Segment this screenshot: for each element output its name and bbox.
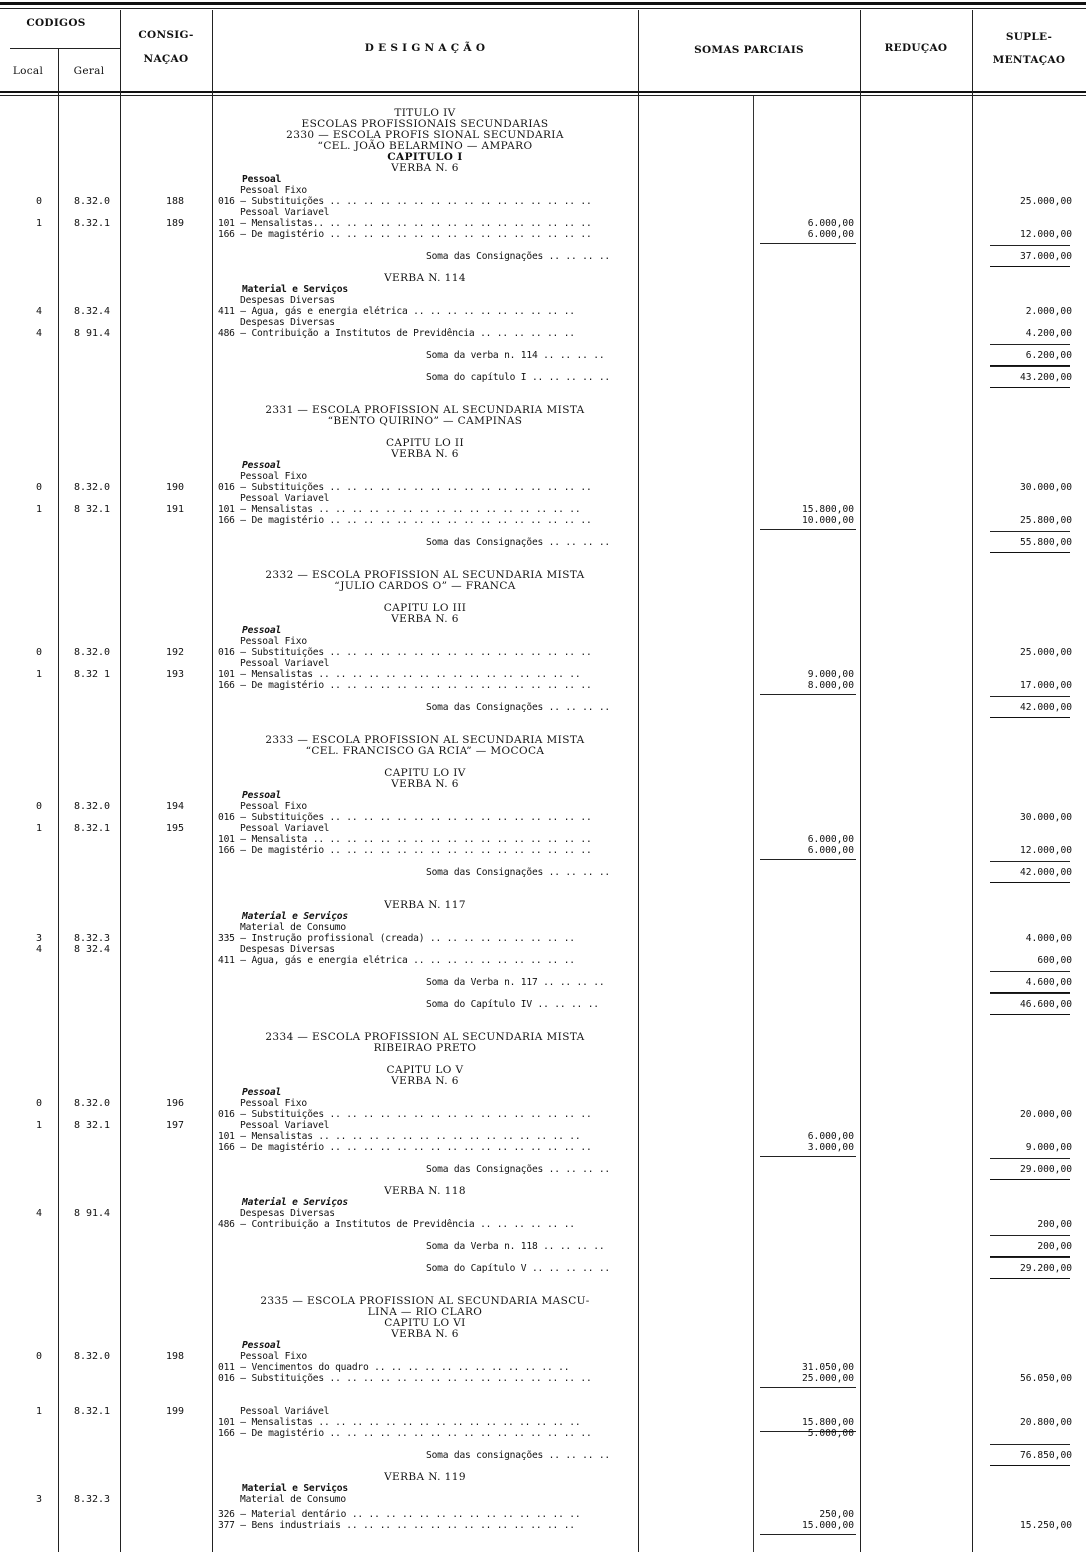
header-consig-2: NAÇAO xyxy=(143,53,189,65)
supplement-value: 20.800,00 xyxy=(1020,1417,1072,1428)
subtotal-rule-top xyxy=(990,696,1070,697)
subtotal-label: Soma do Capítulo IV .. .. .. .. xyxy=(426,999,599,1010)
partial-sum-value: 6.000,00 xyxy=(807,834,854,845)
supplement-value: 37.000,00 xyxy=(1020,251,1072,262)
budget-item: 166 — De magistério .. .. .. .. .. .. .. .. .. .. .. .. .. .. .. .. xyxy=(218,1428,592,1439)
supplement-value: 20.000,00 xyxy=(1020,1109,1072,1120)
budget-item: 101 — Mensalistas .. .. .. .. .. .. .. .. .. .. .. .. .. .. .. .. xyxy=(218,1131,581,1142)
subtotal-rule-top xyxy=(990,366,1070,367)
code-geral: 8.32.3 xyxy=(73,1494,111,1505)
subtotal-rule-top xyxy=(990,531,1070,532)
subtotal-rule-bottom xyxy=(990,552,1070,553)
consignacao-number: 191 xyxy=(165,504,185,515)
budget-item: 101 — Mensalistas .. .. .. .. .. .. .. .. .. .. .. .. .. .. .. .. xyxy=(218,504,581,515)
supplement-value: 25.000,00 xyxy=(1020,196,1072,207)
section-title: LINA — RIO CLARO xyxy=(367,1306,483,1318)
budget-item: 016 — Substituições .. .. .. .. .. .. .. .. .. .. .. .. .. .. .. .. xyxy=(218,482,592,493)
subcategory-label: Pessoal Variavel xyxy=(240,658,330,669)
supplement-value: 42.000,00 xyxy=(1020,867,1072,878)
subtotal-label: Soma das Consignações .. .. .. .. xyxy=(426,251,611,262)
codigos-underline xyxy=(10,48,120,49)
subcategory-label: Pessoal Fixo xyxy=(240,471,307,482)
partial-sum-rule xyxy=(760,529,856,530)
partial-sum-rule xyxy=(760,859,856,860)
header-somas-parciais: SOMAS PARCIAIS xyxy=(694,44,804,56)
section-title: “CEL. JOÃO BELARMINO — AMPARO xyxy=(317,140,533,152)
partial-sum-rule xyxy=(760,1387,856,1388)
code-geral: 8.32.1 xyxy=(73,218,111,229)
subtotal-rule-top xyxy=(990,1257,1070,1258)
partial-sum-value: 15.800,00 xyxy=(802,504,854,515)
partial-sum-value: 5.000,00 xyxy=(807,1428,854,1439)
subtotal-rule-bottom xyxy=(990,717,1070,718)
consignacao-number: 194 xyxy=(165,801,185,812)
supplement-value: 30.000,00 xyxy=(1020,482,1072,493)
consignacao-number: 190 xyxy=(165,482,185,493)
partial-sum-value: 6.000,00 xyxy=(807,218,854,229)
subtotal-label: Soma das consignações .. .. .. .. xyxy=(426,1450,611,1461)
supplement-value: 200,00 xyxy=(1037,1219,1072,1230)
section-title: 2334 — ESCOLA PROFISSION AL SECUNDARIA MISTA xyxy=(265,1031,585,1043)
section-title: VERBA N. 6 xyxy=(391,778,459,790)
subtotal-rule-top xyxy=(990,993,1070,994)
supplement-value: 12.000,00 xyxy=(1020,845,1072,856)
budget-item: 377 — Bens industriais .. .. .. .. .. .. .. .. .. .. .. .. .. .. xyxy=(218,1520,575,1531)
subcategory-label: Pessoal Variável xyxy=(240,1406,330,1417)
code-geral: 8.32.0 xyxy=(73,801,111,812)
subcategory-label: Despesas Diversas xyxy=(240,295,335,306)
code-local: 1 xyxy=(35,504,43,515)
subtotal-rule-top xyxy=(990,1158,1070,1159)
code-geral: 8 91.4 xyxy=(73,1208,111,1219)
subtotal-label: Soma da Verba n. 118 .. .. .. .. xyxy=(426,1241,605,1252)
section-title: VERBA N. 118 xyxy=(384,1185,466,1197)
header-suple-1: SUPLE- xyxy=(1005,31,1053,43)
supplement-value: 55.800,00 xyxy=(1020,537,1072,548)
supplement-value: 76.850,00 xyxy=(1020,1450,1072,1461)
subcategory-label: Despesas Diversas xyxy=(240,1208,335,1219)
consignacao-number: 192 xyxy=(165,647,185,658)
supplement-value: 25.800,00 xyxy=(1020,515,1072,526)
consignacao-number: 189 xyxy=(165,218,185,229)
supplement-value: 6.200,00 xyxy=(1025,350,1072,361)
subtotal-rule-bottom xyxy=(990,882,1070,883)
budget-item: 011 — Vencimentos do quadro .. .. .. .. .. .. .. .. .. .. .. .. xyxy=(218,1362,570,1373)
subtotal-label: Soma das Consignações .. .. .. .. xyxy=(426,537,611,548)
section-title: CAPITU LO II xyxy=(385,437,465,449)
supplement-value: 25.000,00 xyxy=(1020,647,1072,658)
code-local: 3 xyxy=(35,933,43,944)
code-local: 4 xyxy=(35,306,43,317)
budget-item: 101 — Mensalistas .. .. .. .. .. .. .. .. .. .. .. .. .. .. .. .. xyxy=(218,669,581,680)
consignacao-number: 196 xyxy=(165,1098,185,1109)
code-local: 0 xyxy=(35,647,43,658)
subcategory-label: Pessoal Variavel xyxy=(240,1120,330,1131)
subcategory-label: Despesas Diversas xyxy=(240,317,335,328)
budget-item: 101 — Mensalistas .. .. .. .. .. .. .. .. .. .. .. .. .. .. .. .. xyxy=(218,1417,581,1428)
subtotal-rule-top xyxy=(990,1444,1070,1445)
subtotal-label: Soma da Verba n. 117 .. .. .. .. xyxy=(426,977,605,988)
budget-item: 016 — Substituições .. .. .. .. .. .. .. .. .. .. .. .. .. .. .. .. xyxy=(218,812,592,823)
code-geral: 8.32.0 xyxy=(73,1098,111,1109)
supplement-value: 29.200,00 xyxy=(1020,1263,1072,1274)
subtotal-label: Soma das Consignações .. .. .. .. xyxy=(426,867,611,878)
code-local: 0 xyxy=(35,801,43,812)
partial-sum-value: 31.050,00 xyxy=(802,1362,854,1373)
col-rule-somas xyxy=(860,10,861,1552)
supplement-value: 200,00 xyxy=(1037,1241,1072,1252)
partial-sum-value: 3.000,00 xyxy=(807,1142,854,1153)
supplement-value: 9.000,00 xyxy=(1025,1142,1072,1153)
partial-sum-value: 25.000,00 xyxy=(802,1373,854,1384)
partial-sum-rule xyxy=(760,1156,856,1157)
code-geral: 8 32.4 xyxy=(73,944,111,955)
supplement-value: 12.000,00 xyxy=(1020,229,1072,240)
subcategory-label: Pessoal Fixo xyxy=(240,1098,307,1109)
partial-sum-value: 9.000,00 xyxy=(807,669,854,680)
consignacao-number: 193 xyxy=(165,669,185,680)
code-geral: 8.32.0 xyxy=(73,647,111,658)
budget-item: 166 — De magistério .. .. .. .. .. .. .. .. .. .. .. .. .. .. .. .. xyxy=(218,680,592,691)
subtotal-rule-top xyxy=(990,971,1070,972)
code-local: 1 xyxy=(35,218,43,229)
section-title: “CEL. FRANCISCO GA RCIA” — MOCOCA xyxy=(305,745,545,757)
header-bottom-rule-thin xyxy=(0,95,1086,96)
subcategory-label: Pessoal Variavel xyxy=(240,823,330,834)
budget-item: 166 — De magistério .. .. .. .. .. .. .. .. .. .. .. .. .. .. .. .. xyxy=(218,515,592,526)
header-codigos: CODIGOS xyxy=(26,17,86,29)
subtotal-label: Soma do Capítulo V .. .. .. .. .. xyxy=(426,1263,611,1274)
partial-sum-rule xyxy=(760,694,856,695)
code-geral: 8.32.3 xyxy=(73,933,111,944)
partial-sum-rule xyxy=(760,243,856,244)
code-geral: 8 32.1 xyxy=(73,504,111,515)
subtotal-rule-top xyxy=(990,861,1070,862)
header-local: Local xyxy=(12,65,44,77)
code-local: 4 xyxy=(35,1208,43,1219)
col-rule-somas-inner xyxy=(753,96,754,1552)
code-geral: 8 91.4 xyxy=(73,328,111,339)
subtotal-rule-bottom xyxy=(990,387,1070,388)
header-designacao: D E S I G N A Ç Ã O xyxy=(364,42,486,54)
section-title: VERBA N. 6 xyxy=(391,613,459,625)
subcategory-label: Pessoal Variavel xyxy=(240,207,330,218)
subcategory-label: Material de Consumo xyxy=(240,922,346,933)
subcategory-label: Pessoal Fixo xyxy=(240,636,307,647)
section-title: VERBA N. 6 xyxy=(391,1328,459,1340)
subcategory-label: Pessoal Fixo xyxy=(240,185,307,196)
subtotal-label: Soma das Consignações .. .. .. .. xyxy=(426,1164,611,1175)
section-title: CAPITU LO III xyxy=(383,602,467,614)
code-geral: 8.32.0 xyxy=(73,1351,111,1362)
consignacao-number: 199 xyxy=(165,1406,185,1417)
category-heading: Material e Serviços xyxy=(242,284,348,295)
section-title: CAPITULO I xyxy=(387,151,463,163)
consignacao-number: 195 xyxy=(165,823,185,834)
partial-sum-value: 250,00 xyxy=(819,1509,854,1520)
header-geral: Geral xyxy=(73,65,105,77)
code-local: 1 xyxy=(35,669,43,680)
consignacao-number: 197 xyxy=(165,1120,185,1131)
col-rule-geral xyxy=(120,10,121,1552)
subtotal-rule-bottom xyxy=(990,1179,1070,1180)
section-title: 2331 — ESCOLA PROFISSION AL SECUNDARIA MISTA xyxy=(265,404,585,416)
section-title: 2330 — ESCOLA PROFIS SIONAL SECUNDARIA xyxy=(286,129,564,141)
header-bottom-rule xyxy=(0,91,1086,93)
category-heading: Material e Serviços xyxy=(242,1483,348,1494)
subtotal-label: Soma do capítulo I .. .. .. .. .. xyxy=(426,372,611,383)
subtotal-label: Soma da verba n. 114 .. .. .. .. xyxy=(426,350,605,361)
subcategory-label: Pessoal Fixo xyxy=(240,1351,307,1362)
section-title: VERBA N. 119 xyxy=(384,1471,466,1483)
section-title: CAPITU LO V xyxy=(386,1064,464,1076)
supplement-value: 46.600,00 xyxy=(1020,999,1072,1010)
budget-item: 486 — Contribuição a Institutos de Previdência .. .. .. .. .. .. xyxy=(218,328,575,339)
col-rule-reducao xyxy=(972,10,973,1552)
code-local: 1 xyxy=(35,1120,43,1131)
subtotal-rule-bottom xyxy=(990,1278,1070,1279)
section-title: 2332 — ESCOLA PROFISSION AL SECUNDARIA MISTA xyxy=(265,569,585,581)
top-rule-thin xyxy=(0,8,1086,9)
code-local: 0 xyxy=(35,1098,43,1109)
supplement-value: 29.000,00 xyxy=(1020,1164,1072,1175)
supplement-value: 4.600,00 xyxy=(1025,977,1072,988)
header-reducao: REDUÇAO xyxy=(884,42,948,54)
section-title: VERBA N. 117 xyxy=(384,899,466,911)
code-geral: 8.32.1 xyxy=(73,823,111,834)
consignacao-number: 188 xyxy=(165,196,185,207)
code-geral: 8.32.4 xyxy=(73,306,111,317)
partial-sum-value: 6.000,00 xyxy=(807,1131,854,1142)
col-rule-designacao xyxy=(638,10,639,1552)
header-suple-2: MENTAÇAO xyxy=(992,54,1066,66)
subtotal-rule-top xyxy=(990,344,1070,345)
budget-item: 101 — Mensalista .. .. .. .. .. .. .. .. .. .. .. .. .. .. .. .. .. xyxy=(218,834,592,845)
subtotal-rule-bottom xyxy=(990,1014,1070,1015)
subcategory-label: Pessoal Fixo xyxy=(240,801,307,812)
code-geral: 8.32.0 xyxy=(73,482,111,493)
section-title: TITULO IV xyxy=(394,107,456,119)
section-title: “BENTO QUIRINO” — CAMPINAS xyxy=(327,415,523,427)
code-geral: 8 32.1 xyxy=(73,1120,111,1131)
supplement-value: 600,00 xyxy=(1037,955,1072,966)
category-heading: Material e Serviços xyxy=(242,911,348,922)
budget-item: 166 — De magistério .. .. .. .. .. .. .. .. .. .. .. .. .. .. .. .. xyxy=(218,1142,592,1153)
category-heading: Pessoal xyxy=(242,790,282,801)
section-title: 2335 — ESCOLA PROFISSION AL SECUNDARIA MASCU- xyxy=(260,1295,590,1307)
supplement-value: 42.000,00 xyxy=(1020,702,1072,713)
section-title: VERBA N. 6 xyxy=(391,448,459,460)
category-heading: Pessoal xyxy=(242,460,282,471)
code-local: 4 xyxy=(35,944,43,955)
header-consig-1: CONSIG- xyxy=(138,29,194,41)
code-geral: 8.32.1 xyxy=(73,1406,111,1417)
code-local: 4 xyxy=(35,328,43,339)
section-title: VERBA N. 6 xyxy=(391,162,459,174)
code-local: 3 xyxy=(35,1494,43,1505)
partial-sum-value: 8.000,00 xyxy=(807,680,854,691)
subtotal-rule-bottom xyxy=(990,1465,1070,1466)
subtotal-rule-top xyxy=(990,1235,1070,1236)
supplement-value: 43.200,00 xyxy=(1020,372,1072,383)
subtotal-rule-bottom xyxy=(990,266,1070,267)
supplement-value: 4.200,00 xyxy=(1025,328,1072,339)
section-title: CAPITU LO IV xyxy=(384,767,466,779)
supplement-value: 15.250,00 xyxy=(1020,1520,1072,1531)
section-title: VERBA N. 114 xyxy=(384,272,466,284)
budget-item: 016 — Substituições .. .. .. .. .. .. .. .. .. .. .. .. .. .. .. .. xyxy=(218,196,592,207)
subcategory-label: Pessoal Variavel xyxy=(240,493,330,504)
budget-item: 016 — Substituições .. .. .. .. .. .. .. .. .. .. .. .. .. .. .. .. xyxy=(218,1109,592,1120)
col-rule-local xyxy=(58,48,59,1552)
supplement-value: 4.000,00 xyxy=(1025,933,1072,944)
budget-item: 326 — Material dentário .. .. .. .. .. .. .. .. .. .. .. .. .. .. xyxy=(218,1509,581,1520)
category-heading: Pessoal xyxy=(242,1087,282,1098)
supplement-value: 17.000,00 xyxy=(1020,680,1072,691)
budget-item: 411 — Água, gás e energia elétrica .. .. .. .. .. .. .. .. .. .. xyxy=(218,306,575,317)
subcategory-label: Material de Consumo xyxy=(240,1494,346,1505)
partial-sum-value: 6.000,00 xyxy=(807,229,854,240)
partial-sum-value: 15.800,00 xyxy=(802,1417,854,1428)
code-local: 1 xyxy=(35,823,43,834)
partial-sum-rule xyxy=(760,1534,856,1535)
section-title: 2333 — ESCOLA PROFISSION AL SECUNDARIA MISTA xyxy=(265,734,585,746)
budget-item: 335 — Instrução profissional (creada) .. .. .. .. .. .. .. .. .. xyxy=(218,933,575,944)
budget-item: 016 — Substituições .. .. .. .. .. .. .. .. .. .. .. .. .. .. .. .. xyxy=(218,647,592,658)
partial-sum-value: 10.000,00 xyxy=(802,515,854,526)
budget-item: 486 — Contribuição a Institutos de Previdência .. .. .. .. .. .. xyxy=(218,1219,575,1230)
partial-sum-value: 6.000,00 xyxy=(807,845,854,856)
section-title: CAPITU LO VI xyxy=(384,1317,466,1329)
budget-item: 166 — De magistério .. .. .. .. .. .. .. .. .. .. .. .. .. .. .. .. xyxy=(218,229,592,240)
code-local: 0 xyxy=(35,196,43,207)
category-heading: Pessoal xyxy=(242,174,282,185)
consignacao-number: 198 xyxy=(165,1351,185,1362)
category-heading: Pessoal xyxy=(242,625,282,636)
supplement-value: 56.050,00 xyxy=(1020,1373,1072,1384)
section-title: ESCOLAS PROFISSIONAIS SECUNDARIAS xyxy=(301,118,549,130)
category-heading: Material e Serviços xyxy=(242,1197,348,1208)
section-title: RIBEIRAO PRETO xyxy=(373,1042,477,1054)
code-local: 0 xyxy=(35,482,43,493)
section-title: VERBA N. 6 xyxy=(391,1075,459,1087)
code-geral: 8.32 1 xyxy=(73,669,111,680)
category-heading: Pessoal xyxy=(242,1340,282,1351)
partial-sum-value: 15.000,00 xyxy=(802,1520,854,1531)
subcategory-label: Despesas Diversas xyxy=(240,944,335,955)
budget-item: 101 — Mensalistas.. .. .. .. .. .. .. .. .. .. .. .. .. .. .. .. .. xyxy=(218,218,592,229)
subtotal-label: Soma das Consignações .. .. .. .. xyxy=(426,702,611,713)
section-title: “JULIO CARDOS O” — FRANCA xyxy=(334,580,516,592)
code-local: 1 xyxy=(35,1406,43,1417)
budget-item: 016 — Substituições .. .. .. .. .. .. .. .. .. .. .. .. .. .. .. .. xyxy=(218,1373,592,1384)
budget-item: 411 — Água, gás e energia elétrica .. .. .. .. .. .. .. .. .. .. xyxy=(218,955,575,966)
subtotal-rule-top xyxy=(990,245,1070,246)
supplement-value: 30.000,00 xyxy=(1020,812,1072,823)
supplement-value: 2.000,00 xyxy=(1025,306,1072,317)
code-local: 0 xyxy=(35,1351,43,1362)
top-rule xyxy=(0,2,1086,5)
budget-item: 166 — De magistério .. .. .. .. .. .. .. .. .. .. .. .. .. .. .. .. xyxy=(218,845,592,856)
code-geral: 8.32.0 xyxy=(73,196,111,207)
